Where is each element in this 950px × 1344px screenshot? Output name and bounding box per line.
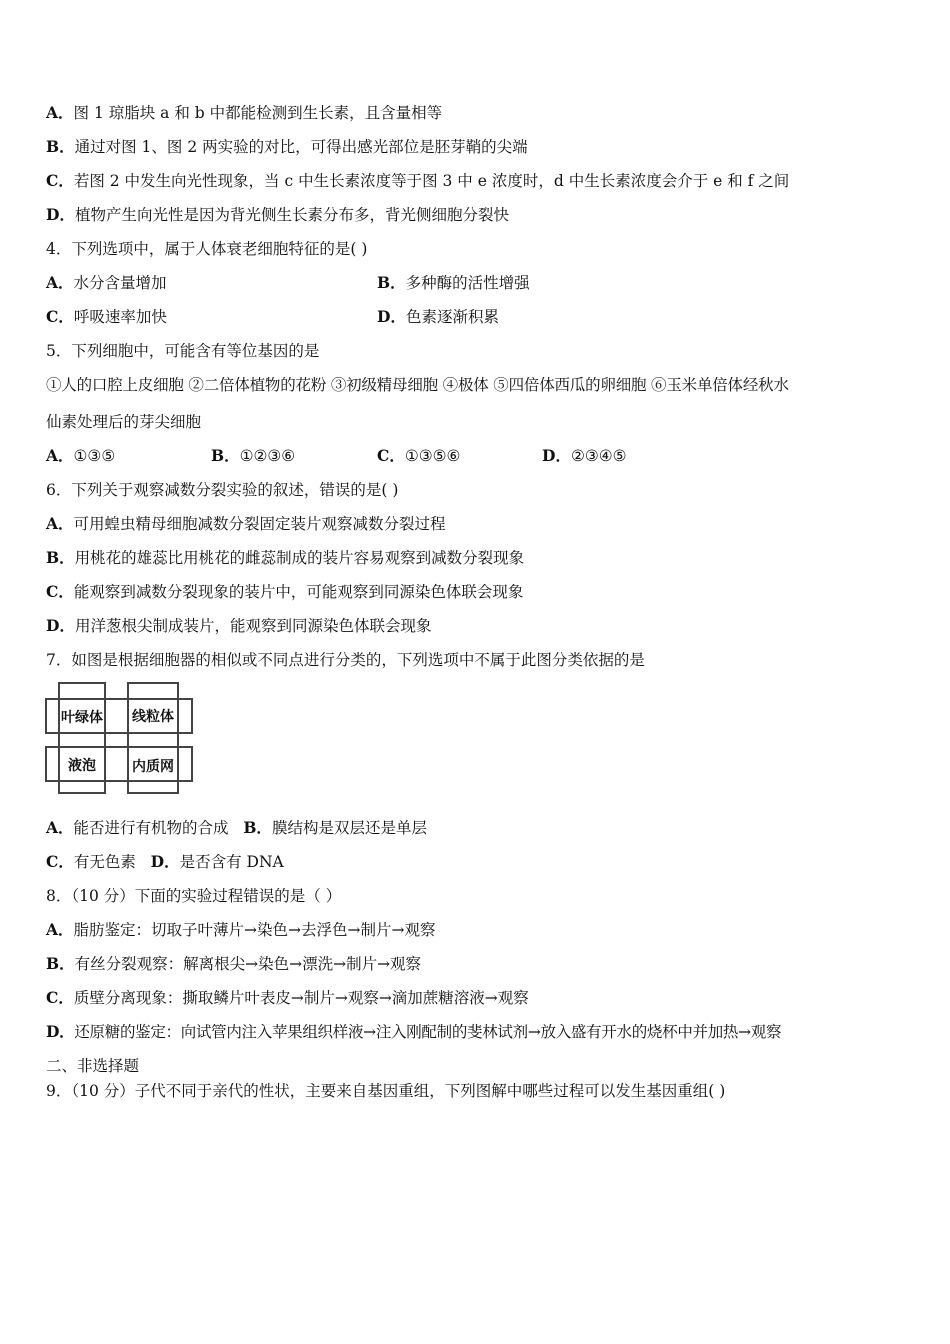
q6-option-b: B．用桃花的雄蕊比用桃花的雌蕊制成的装片容易观察到减数分裂现象	[46, 548, 525, 567]
q5-items-line2: 仙素处理后的芽尖细胞	[46, 413, 202, 431]
q4-option-c: C．呼吸速率加快	[46, 307, 167, 326]
fig-label-vacuole: 液泡	[68, 758, 96, 774]
q5-stem: 5．下列细胞中，可能含有等位基因的是	[46, 342, 320, 360]
fig-label-mitochondrion: 线粒体	[132, 709, 174, 725]
q3-option-a: A．图 1 琼脂块 a 和 b 中都能检测到生长素，且含量相等	[46, 103, 443, 122]
q3-option-d: D．植物产生向光性是因为背光侧生长素分布多，背光侧细胞分裂快	[46, 205, 509, 224]
section-title-non-choice: 二、非选择题	[46, 1057, 140, 1075]
q5-option-a: A．①③⑤	[46, 446, 116, 465]
q5-items-line1: ①人的口腔上皮细胞 ②二倍体植物的花粉 ③初级精母细胞 ④极体 ⑤四倍体西瓜的卵细胞 ⑥玉米单倍体经秋水	[46, 376, 789, 394]
q5-option-c: C．①③⑤⑥	[377, 446, 461, 465]
q7-option-b: B．膜结构是双层还是单层	[243, 818, 427, 837]
q7-option-c: C．有无色素	[46, 852, 136, 871]
q9-stem: 9．（10 分）子代不同于亲代的性状，主要来自基因重组，下列图解中哪些过程可以发生基因重组( )	[46, 1082, 726, 1100]
fig-label-chloroplast: 叶绿体	[61, 710, 103, 726]
q4-option-b: B．多种酶的活性增强	[377, 273, 530, 292]
q7-option-a: A．能否进行有机物的合成	[46, 818, 229, 837]
q6-option-c: C．能观察到减数分裂现象的装片中，可能观察到同源染色体联会现象	[46, 582, 524, 601]
q6-option-a: A．可用蝗虫精母细胞减数分裂固定装片观察减数分裂过程	[46, 514, 446, 533]
organelle-classification-figure	[44, 681, 196, 795]
q7-options-row1	[46, 818, 427, 838]
q3-option-c: C．若图 2 中发生向光性现象，当 c 中生长素浓度等于图 3 中 e 浓度时，d 中生长素浓度会介于 e 和 f 之间	[46, 171, 790, 190]
q6-option-d: D．用洋葱根尖制成装片，能观察到同源染色体联会现象	[46, 616, 432, 635]
q4-option-a: A．水分含量增加	[46, 273, 167, 292]
q7-stem: 7．如图是根据细胞器的相似或不同点进行分类的，下列选项中不属于此图分类依据的是	[46, 651, 645, 669]
q7-option-d: D．是否含有 DNA	[150, 852, 284, 871]
fig-label-er: 内质网	[132, 759, 174, 775]
q8-option-b: B．有丝分裂观察：解离根尖→染色→漂洗→制片→观察	[46, 954, 422, 973]
q3-option-b: B．通过对图 1、图 2 两实验的对比，可得出感光部位是胚芽鞘的尖端	[46, 137, 528, 156]
q5-option-b: B．①②③⑥	[211, 446, 296, 465]
q4-stem: 4．下列选项中，属于人体衰老细胞特征的是( )	[46, 240, 368, 258]
q8-option-c: C．质壁分离现象：撕取鳞片叶表皮→制片→观察→滴加蔗糖溶液→观察	[46, 988, 529, 1007]
q8-option-d: D．还原糖的鉴定：向试管内注入苹果组织样液→注入刚配制的斐林试剂→放入盛有开水的烧杯中并加热→观察	[46, 1022, 782, 1041]
q8-stem: 8．（10 分）下面的实验过程错误的是（ ）	[46, 887, 342, 905]
q5-option-d: D．②③④⑤	[542, 446, 627, 465]
q7-options-row2	[46, 852, 284, 872]
q6-stem: 6．下列关于观察减数分裂实验的叙述，错误的是( )	[46, 481, 399, 499]
q4-option-d: D．色素逐渐积累	[377, 307, 499, 326]
q8-option-a: A．脂肪鉴定：切取子叶薄片→染色→去浮色→制片→观察	[46, 920, 436, 939]
